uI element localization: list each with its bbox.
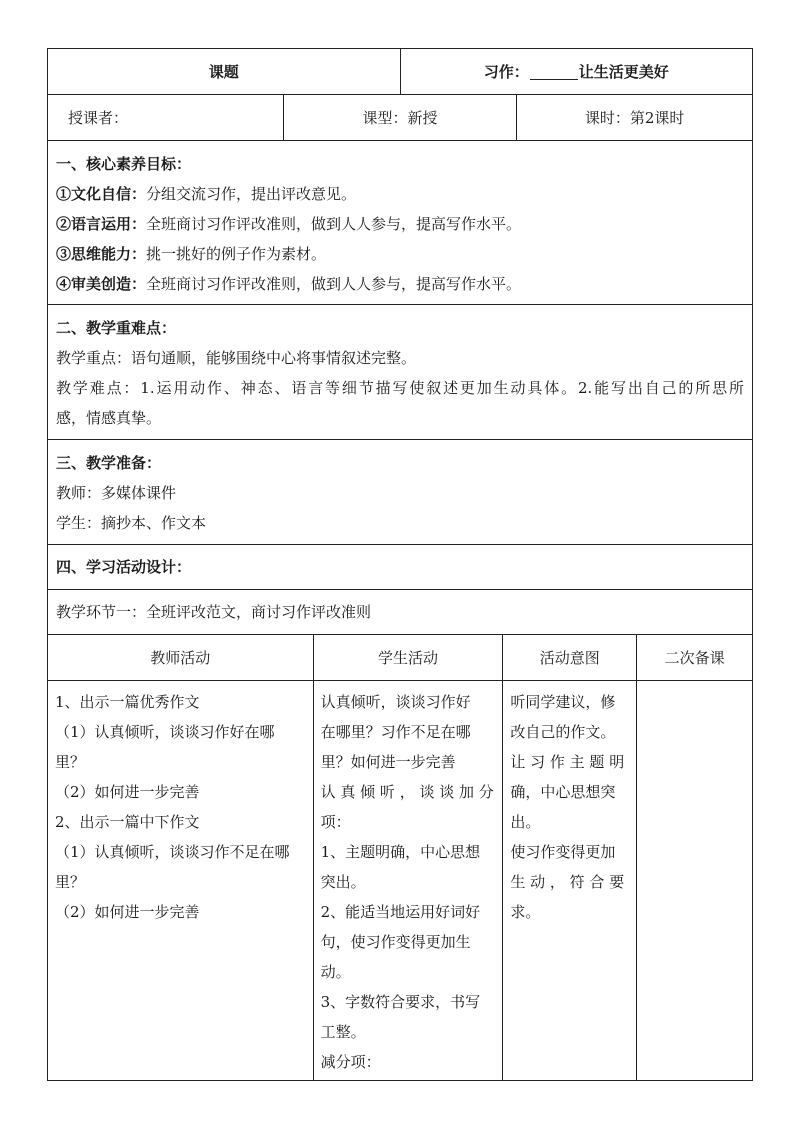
goal-item (56, 269, 744, 299)
teacher-line: 里？ (55, 753, 86, 771)
student-line: 认 真 倾 听 ， 谈 谈 加 分 (320, 783, 494, 801)
prep-teacher: 教师：多媒体课件 (56, 484, 177, 502)
teaching-difficulty-line2: 感，情感真挚。 (56, 409, 162, 427)
segment-text: 教学环节一：全班评改范文，商讨习作评改准则 (56, 603, 372, 621)
student-line: 里？如何进一步完善 (320, 753, 456, 771)
intent-line: 听同学建议，修 (510, 693, 616, 711)
goals-content (48, 141, 753, 304)
goals-heading: 一、核心素养目标： (56, 155, 192, 173)
activities-heading (48, 545, 753, 589)
activity-body-row (48, 681, 753, 1081)
lesson-plan-table (47, 48, 753, 1081)
intent-line: 出。 (510, 813, 541, 831)
intent-line: 使习作变得更加 (510, 843, 616, 861)
topic-value (401, 49, 754, 94)
teacher-field: 授课者： (48, 95, 284, 140)
goal-text: 挑一挑好的例子作为素材。 (146, 245, 327, 263)
student-line: 3、字数符合要求，书写 (320, 993, 481, 1011)
student-line: 动。 (320, 963, 351, 981)
teaching-difficulty-line1: 教学难点：1.运用动作、神态、语言等细节描写使叙述更加生动具体。2.能写出自己的所思所 (56, 379, 744, 397)
intent-line: 生 动 ， 符 合 要 (510, 873, 625, 891)
teacher-line: 里？ (55, 873, 86, 891)
student-activity-cell (314, 681, 504, 1080)
goal-item (56, 209, 744, 239)
activity-columns-header (48, 635, 753, 681)
prep-heading: 三、教学准备： (56, 454, 162, 472)
goal-text: 全班商讨习作评改准则，做到人人参与，提高写作水平。 (146, 275, 522, 293)
info-row (48, 95, 753, 141)
topic-title: 让生活更美好 (578, 63, 669, 81)
intent-cell (503, 681, 637, 1080)
teacher-line: （1）认真倾听，谈谈习作好在哪 (55, 723, 275, 741)
student-line: 项： (320, 813, 351, 831)
student-line: 2、能适当地运用好词好 (320, 903, 481, 921)
column-header-revision: 二次备课 (637, 635, 753, 680)
key-points-section (48, 305, 753, 440)
topic-blank (530, 64, 578, 80)
column-header-intent: 活动意图 (503, 635, 637, 680)
intent-line: 求。 (510, 903, 541, 921)
key-points-heading: 二、教学重难点： (56, 319, 177, 337)
teacher-line: （2）如何进一步完善 (55, 783, 200, 801)
student-line: 认真倾听，谈谈习作好 (320, 693, 471, 711)
lesson-type-field: 课型：新授 (284, 95, 518, 140)
goal-label: ③思维能力： (56, 245, 147, 263)
teacher-line: 1、出示一篇优秀作文 (55, 693, 200, 711)
column-header-student: 学生活动 (314, 635, 504, 680)
topic-label: 课题 (48, 49, 401, 94)
teacher-line: （1）认真倾听，谈谈习作不足在哪 (55, 843, 290, 861)
lesson-time-field: 课时：第2课时 (517, 95, 753, 140)
prep-content (48, 440, 753, 544)
goal-label: ②语言运用： (56, 215, 147, 233)
teacher-activity-cell (48, 681, 314, 1080)
revision-cell (637, 681, 753, 1080)
goal-label: ①文化自信： (56, 185, 147, 203)
intent-line: 确，中心思想突 (510, 783, 616, 801)
goal-text: 全班商讨习作评改准则，做到人人参与，提高写作水平。 (146, 215, 522, 233)
student-line: 突出。 (320, 873, 366, 891)
intent-line: 改自己的作文。 (510, 723, 616, 741)
prep-student: 学生：摘抄本、作文本 (56, 514, 207, 532)
student-line: 工整。 (320, 1023, 366, 1041)
goals-section (48, 141, 753, 305)
goal-item (56, 179, 744, 209)
student-line: 句，使习作变得更加生 (320, 933, 471, 951)
key-points-content (48, 305, 753, 439)
goal-item (56, 239, 744, 269)
goal-text: 分组交流习作，提出评改意见。 (146, 185, 357, 203)
teacher-line: （2）如何进一步完善 (55, 903, 200, 921)
teaching-focus: 教学重点：语句通顺，能够围绕中心将事情叙述完整。 (56, 349, 417, 367)
intent-line: 让 习 作 主 题 明 (510, 753, 625, 771)
segment-row (48, 590, 753, 635)
activities-heading-text: 四、学习活动设计： (56, 558, 192, 576)
goal-label: ④审美创造： (56, 275, 147, 293)
column-header-teacher: 教师活动 (48, 635, 314, 680)
student-line: 在哪里？习作不足在哪 (320, 723, 471, 741)
topic-prefix: 习作： (483, 63, 529, 81)
title-row (48, 49, 753, 95)
student-line: 1、主题明确，中心思想 (320, 843, 481, 861)
segment-title (48, 590, 753, 634)
teacher-line: 2、出示一篇中下作文 (55, 813, 200, 831)
activities-heading-row (48, 545, 753, 590)
prep-section (48, 440, 753, 545)
student-line: 减分项： (320, 1053, 381, 1071)
